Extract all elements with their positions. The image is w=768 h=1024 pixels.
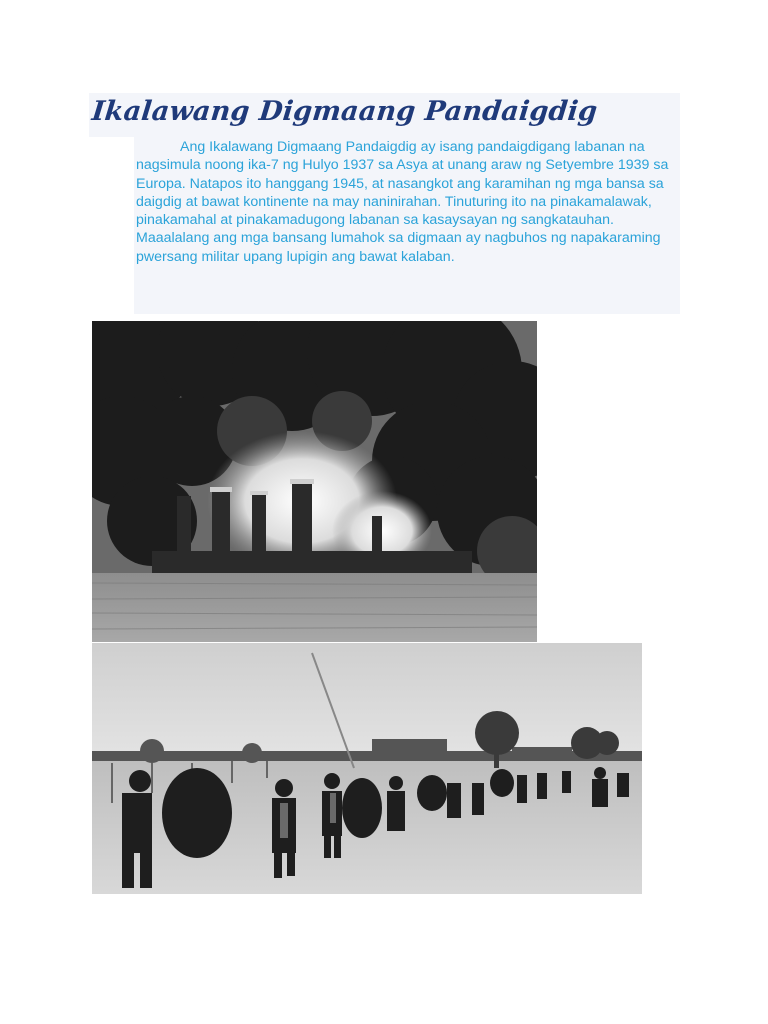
photo-marching-soldiers <box>92 643 642 894</box>
document-title: Ikalawang Digmaang Pandaigdig <box>90 96 599 127</box>
body-paragraph: Ang Ikalawang Digmaang Pandaigdig ay isang pandaigdigang labanan na nagsimula noong ika-7 ng Hulyo 1937 sa Asya at unang araw ng Setyembre 1939 sa Europa. Natapos ito hanggang 1945, at nasangkot ang karamihan ng mga bansa sa daigdig at bawat kontinente na may naninirahan. Tinuturing ito na pinakamalawak, pinakamahal at pinakamadugong labanan sa kasaysayan ng sangkatauhan. Maaalalang ang mga bansang lumahok sa digmaan ay nagbuhos ng napakaraming pwersang militar upang lupigin ang bawat kalaban. <box>136 139 669 265</box>
photo-burning-ships <box>92 321 537 642</box>
panel-indent-margin <box>89 137 134 314</box>
